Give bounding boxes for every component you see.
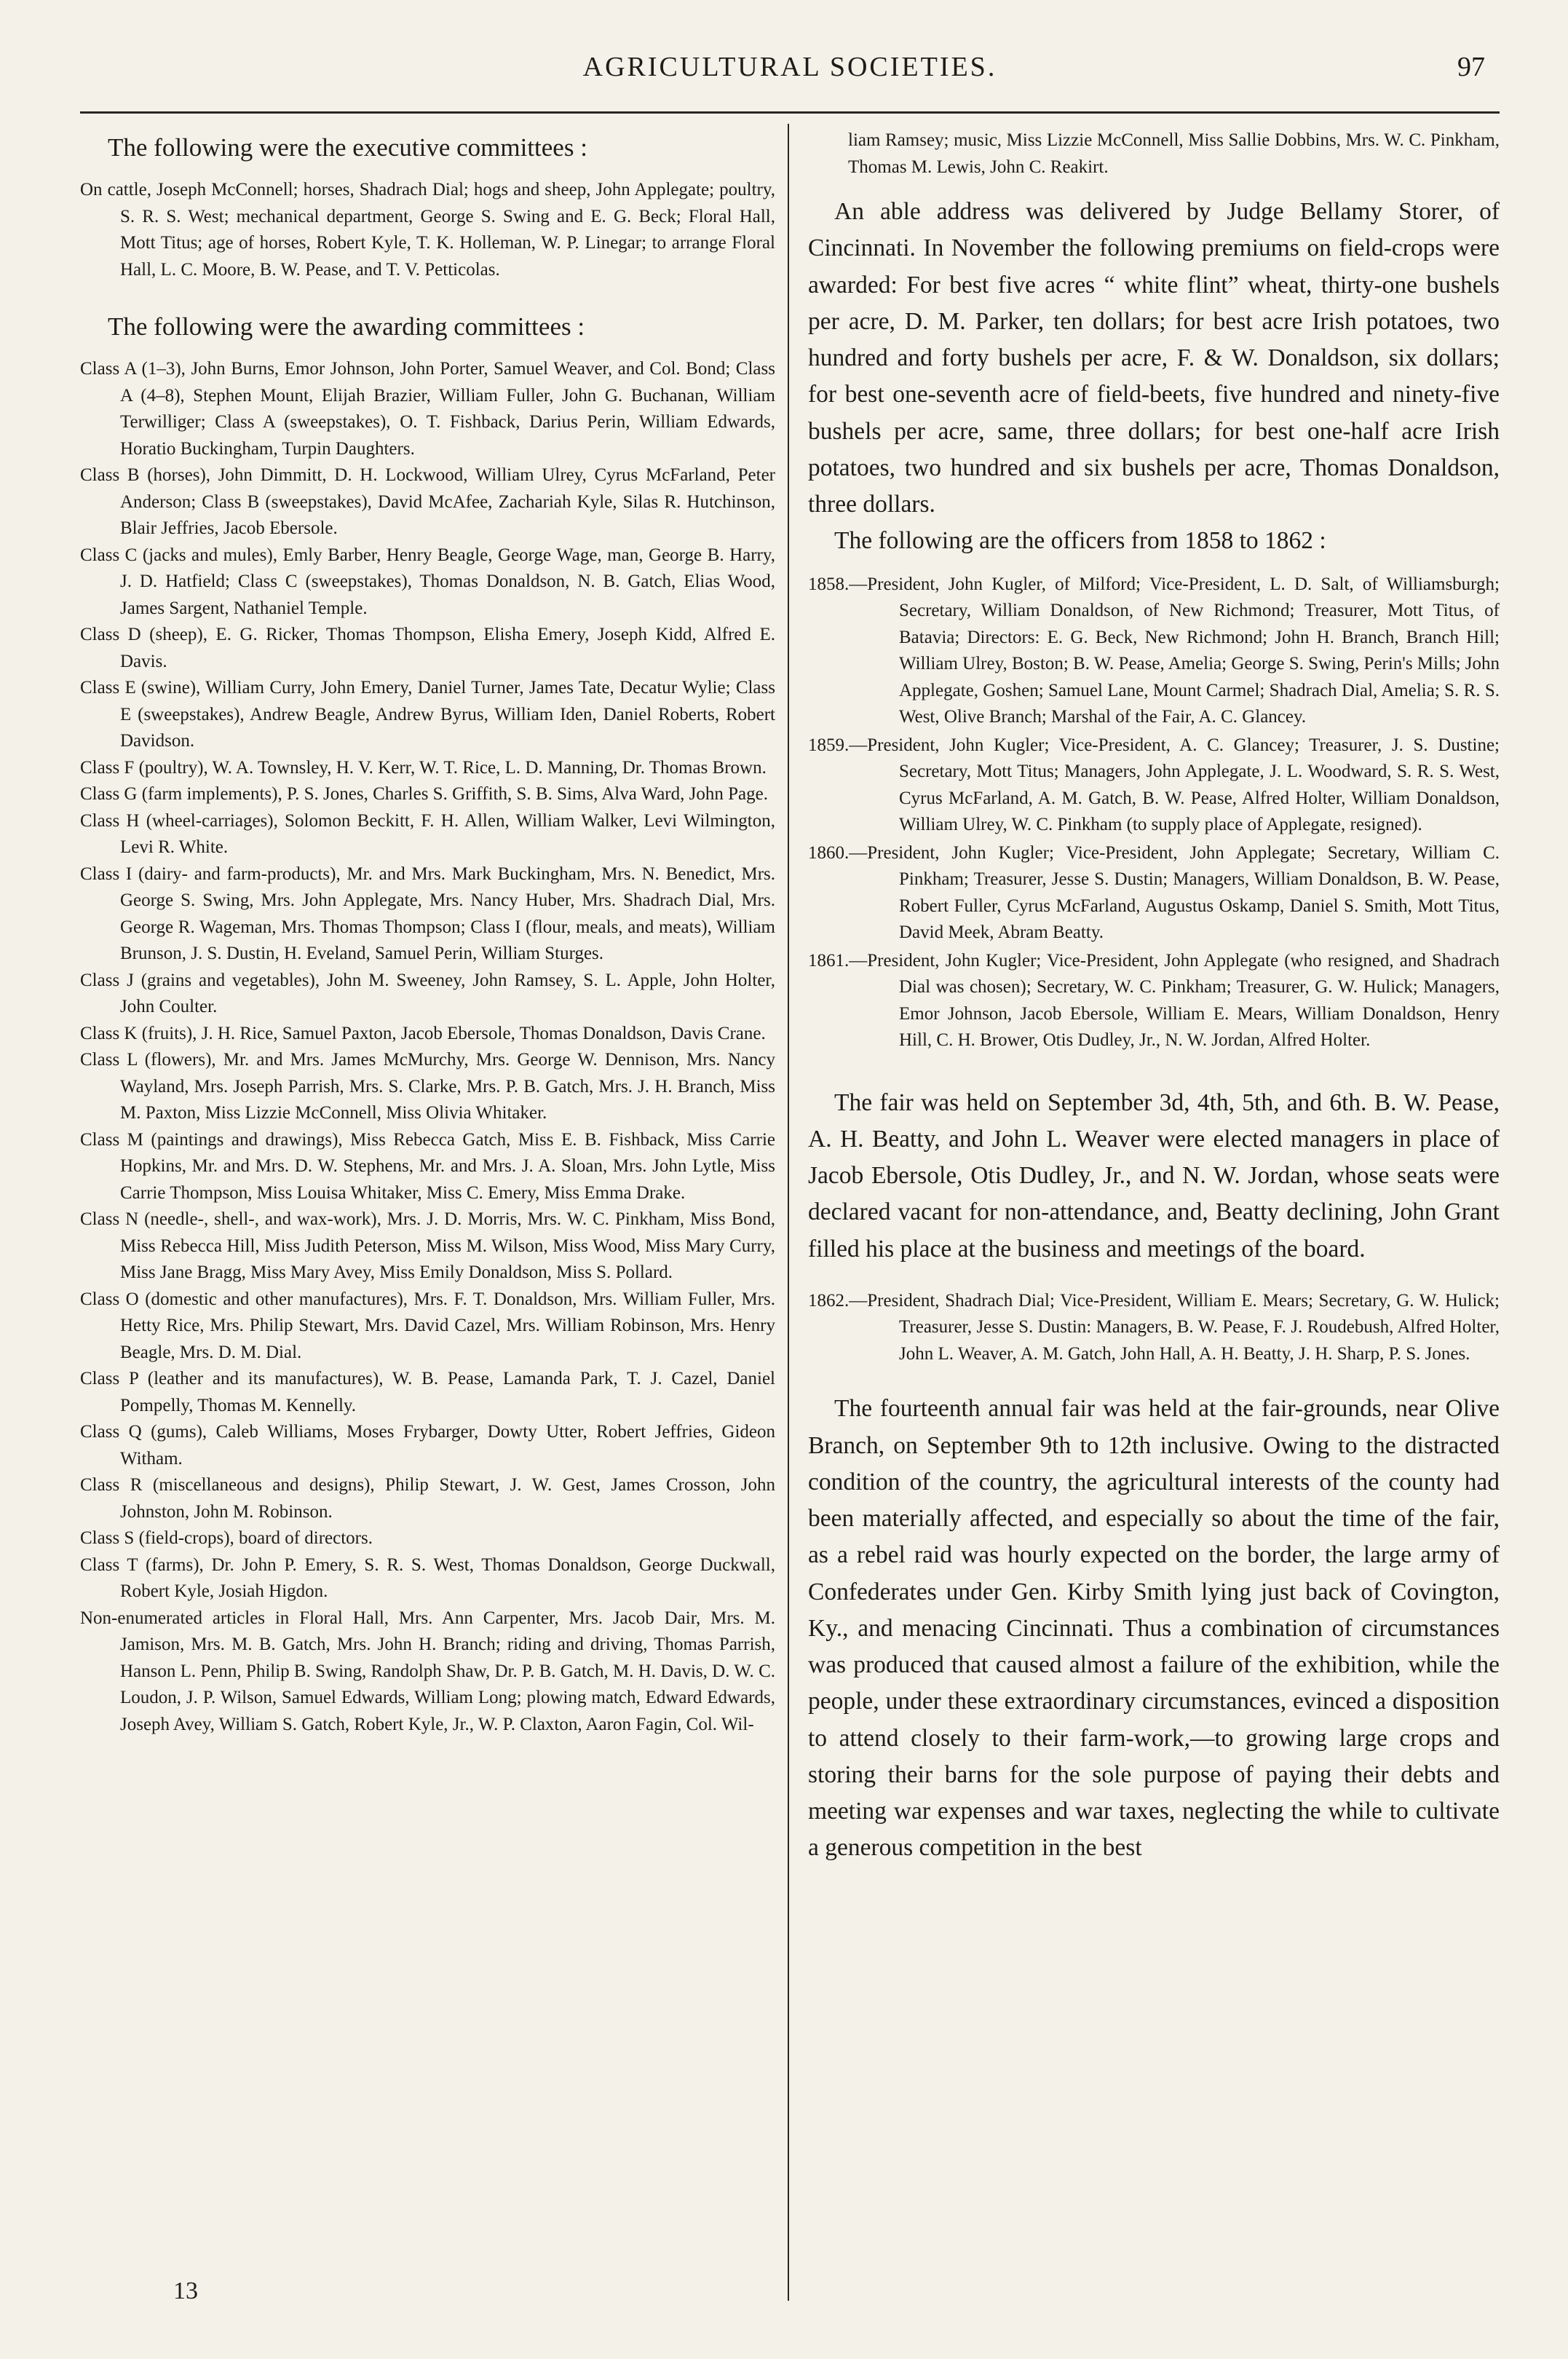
fourteenth-fair-paragraph: The fourteenth annual fair was held at the fair-grounds, near Olive Branch, on September 9th to 12th inclusive. Owing to the distracted condition of the country, the agricultural interests of the county had been materially affected, and especially so about the time of the fair, as a rebel raid was hourly expected on the border, the large army of Confederates under Gen. Kirby Smith lying just back of Covington, Ky., and menacing Cincinnati. Thus a combination of circumstances was produced that caused almost a failure of the exhibition, while the people, under these extraordinary circumstances, evinced a disposition to attend closely to their farm-work,—to growing large crops and storing their barns for the sole purpose of paying their debts and meeting war expenses and war taxes, neglecting the while to cultivate a generous competition in the best <box>808 1395 1500 1862</box>
class-entry: Class K (fruits), J. H. Rice, Samuel Paxton, Jacob Ebersole, Thomas Donaldson, Davis Crane. <box>80 1023 766 1043</box>
awarding-committees-heading: The following were the awarding committees : <box>108 312 585 341</box>
officers-intro: The following are the officers from 1858 to 1862 : <box>834 527 1326 555</box>
officers-entry: 1862.—President, Shadrach Dial; Vice-President, William E. Mears; Secretary, G. W. Hulick; Treasurer, Jesse S. Dustin: Managers, B. W. Pease, F. J. Roudebush, Alfred Holter, John L. Weaver, A. M. Gatch, John Hall, A. H. Beatty, J. H. Sharp, P. S. Jones. <box>808 1290 1500 1364</box>
class-entry: Class F (poultry), W. A. Townsley, H. V. Kerr, W. T. Rice, L. D. Manning, Dr. Thomas Brown. <box>80 757 767 778</box>
header-rule <box>80 111 1500 114</box>
class-entry: Class G (farm implements), P. S. Jones, Charles S. Griffith, S. B. Sims, Alva Ward, John Page. <box>80 784 768 804</box>
continuation-text: liam Ramsey; music, Miss Lizzie McConnell, Miss Sallie Dobbins, Mrs. W. C. Pinkham, Thomas M. Lewis, John C. Reakirt. <box>848 130 1500 177</box>
class-entry: Class A (1–3), John Burns, Emor Johnson, John Porter, Samuel Weaver, and Col. Bond; Class A (4–8), Stephen Mount, Elijah Brazier, William Fuller, John G. Buchanan, William Terwilliger; Class A (sweepstakes), O. T. Fishback, Darius Perin, William Edwards, Horatio Buckingham, Turpin Daughters. <box>80 359 775 459</box>
left-column <box>80 127 775 1754</box>
class-entry: Class T (farms), Dr. John P. Emery, S. R. S. West, Thomas Donaldson, George Duckwall, Robert Kyle, Josiah Higdon. <box>80 1554 775 1601</box>
address-paragraph: An able address was delivered by Judge Bellamy Storer, of Cincinnati. In November the following premiums on field-crops were awarded: For best five acres “ white flint” wheat, thirty-one bushels per acre, D. M. Parker, ten dollars; for best acre Irish potatoes, two hundred and forty bushels per acre, F. & W. Donaldson, six dollars; for best one-seventh acre of field-beets, five hundred and ninety-five bushels per acre, same, three dollars; for best one-half acre Irish potatoes, two hundred and six bushels per acre, Thomas Donaldson, three dollars. <box>808 198 1500 518</box>
class-entry: Class M (paintings and drawings), Miss Rebecca Gatch, Miss E. B. Fishback, Miss Carrie Hopkins, Mr. and Mrs. D. W. Stephens, Mr. and Mrs. J. A. Sloan, Mrs. John Lytle, Miss Carrie Thompson, Miss Louisa Whitaker, Miss C. Emery, Miss Emma Drake. <box>80 1129 775 1203</box>
officers-list <box>808 572 1500 1054</box>
class-entry: Class D (sheep), E. G. Ricker, Thomas Thompson, Elisha Emery, Joseph Kidd, Alfred E. Davis. <box>80 625 775 671</box>
class-entry: Class S (field-crops), board of directors. <box>80 1528 373 1548</box>
class-entry: Class P (leather and its manufactures), W. B. Pease, Lamanda Park, T. J. Cazel, Daniel Pompelly, Thomas M. Kennelly. <box>80 1369 775 1415</box>
officers-entry: 1859.—President, John Kugler; Vice-President, A. C. Glancey; Treasurer, J. S. Dustine; Secretary, Mott Titus; Managers, John Applegate, J. L. Woodward, S. R. S. West, Cyrus McFarland, A. M. Gatch, B. W. Pease, Alfred Holter, William Donaldson, William Ulrey, W. C. Pinkham (to supply place of Applegate, resigned). <box>808 735 1500 834</box>
executive-committees-text: On cattle, Joseph McConnell; horses, Shadrach Dial; hogs and sheep, John Applegate; poultry, S. R. S. West; mechanical department, George S. Swing and E. G. Beck; Floral Hall, Mott Titus; age of horses, Robert Kyle, T. K. Holleman, W. P. Linegar; to arrange Floral Hall, L. C. Moore, B. W. Pease, and T. V. Petticolas. <box>80 180 775 280</box>
page-number: 97 <box>1457 52 1485 82</box>
class-entry: Class B (horses), John Dimmitt, D. H. Lockwood, William Ulrey, Cyrus McFarland, Peter Anderson; Class B (sweepstakes), David McAfee, Zachariah Kyle, Silas R. Hutchinson, Blair Jeffries, Jacob Ebersole. <box>80 465 775 538</box>
class-entry: Non-enumerated articles in Floral Hall, Mrs. Ann Carpenter, Mrs. Jacob Dair, Mrs. M. Jamison, Mrs. M. B. Gatch, Mrs. John H. Branch; riding and driving, Thomas Parrish, Hanson L. Penn, Philip B. Swing, Randolph Shaw, Dr. P. B. Gatch, M. H. Davis, D. W. C. Loudon, J. P. Wilson, Samuel Edwards, William Long; plowing match, Edward Edwards, Joseph Avey, William S. Gatch, Robert Kyle, Jr., W. P. Claxton, Aaron Fagin, Col. Wil- <box>80 1608 775 1734</box>
class-entry: Class I (dairy- and farm-products), Mr. and Mrs. Mark Buckingham, Mrs. N. Benedict, Mrs. George S. Swing, Mrs. John Applegate, Mrs. Nancy Huber, Mrs. Shadrach Dial, Mrs. George R. Wageman, Mrs. Thomas Thompson; Class I (flour, meals, and meats), William Brunson, J. S. Dustin, H. Eveland, Samuel Perin, William Sturges. <box>80 864 775 963</box>
class-entry: Class N (needle-, shell-, and wax-work), Mrs. J. D. Morris, Mrs. W. C. Pinkham, Miss Bond, Miss Rebecca Hill, Miss Judith Peterson, Miss M. Wilson, Miss Wood, Miss Mary Curry, Miss Jane Bragg, Miss Mary Avey, Miss Emily Donaldson, Miss S. Pollard. <box>80 1209 775 1282</box>
class-entry: Class C (jacks and mules), Emly Barber, Henry Beagle, George Wage, man, George B. Harry, J. D. Hatfield; Class C (sweepstakes), Thomas Donaldson, N. B. Gatch, Elias Wood, James Sargent, Nathaniel Temple. <box>80 545 775 618</box>
fair-paragraph: The fair was held on September 3d, 4th, 5th, and 6th. B. W. Pease, A. H. Beatty, and John L. Weaver were elected managers in place of Jacob Ebersole, Otis Dudley, Jr., and N. W. Jordan, whose seats were declared vacant for non-attendance, and, Beatty declining, John Grant filled his place at the business and meetings of the board. <box>808 1088 1500 1263</box>
executive-committees-heading: The following were the executive committees : <box>108 133 587 162</box>
officers-entry: 1858.—President, John Kugler, of Milford; Vice-President, L. D. Salt, of Williamsburgh; Secretary, William Donaldson, of New Richmond; Treasurer, Mott Titus, of Batavia; Directors: E. G. Beck, New Richmond; John H. Branch, Branch Hill; William Ulrey, Boston; B. W. Pease, Amelia; George S. Swing, Perin's Mills; John Applegate, Goshen; Samuel Lane, Mount Carmel; Shadrach Dial, Amelia; S. R. S. West, Olive Branch; Marshal of the Fair, A. C. Glancey. <box>808 574 1500 727</box>
class-entry: Class O (domestic and other manufactures), Mrs. F. T. Donaldson, Mrs. William Fuller, Mrs. Hetty Rice, Mrs. Philip Stewart, Mrs. David Cazel, Mrs. William Robinson, Mrs. Henry Beagle, Mrs. D. M. Dial. <box>80 1289 775 1362</box>
signature-mark: 13 <box>173 2277 198 2304</box>
class-entry: Class J (grains and vegetables), John M. Sweeney, John Ramsey, S. L. Apple, John Holter, John Coulter. <box>80 970 775 1016</box>
class-entry: Class H (wheel-carriages), Solomon Beckitt, F. H. Allen, William Walker, Levi Wilmington, Levi R. White. <box>80 810 775 857</box>
class-entry: Class L (flowers), Mr. and Mrs. James McMurchy, Mrs. George W. Dennison, Mrs. Nancy Wayland, Mrs. Joseph Parrish, Mrs. S. Clarke, Mrs. P. B. Gatch, Mrs. J. H. Branch, Miss M. Paxton, Miss Lizzie McConnell, Miss Olivia Whitaker. <box>80 1050 775 1123</box>
page-header <box>80 45 1500 89</box>
column-divider <box>788 124 789 2301</box>
awarding-committees-list <box>80 356 775 1738</box>
officers-entry: 1860.—President, John Kugler; Vice-President, John Applegate; Secretary, William C. Pinkham; Treasurer, Jesse S. Dustin; Managers, William Donaldson, B. W. Pease, Robert Fuller, Cyrus McFarland, Augustus Oskamp, Daniel S. Smith, Mott Titus, David Meek, Abram Beatty. <box>808 842 1500 942</box>
right-column <box>808 127 1500 1867</box>
officers-entry: 1861.—President, John Kugler; Vice-President, John Applegate (who resigned, and Shadrach Dial was chosen); Secretary, W. C. Pinkham; Treasurer, G. W. Hulick; Managers, Emor Johnson, Jacob Ebersole, William E. Mears, William Donaldson, Henry Hill, C. H. Brower, Otis Dudley, Jr., N. W. Jordan, Alfred Holter. <box>808 950 1500 1050</box>
class-entry: Class R (miscellaneous and designs), Philip Stewart, J. W. Gest, James Crosson, John Johnston, John M. Robinson. <box>80 1475 775 1522</box>
running-head: AGRICULTURAL SOCIETIES. <box>582 52 997 82</box>
officers-1862-list <box>808 1288 1500 1368</box>
class-entry: Class E (swine), William Curry, John Emery, Daniel Turner, James Tate, Decatur Wylie; Class E (sweepstakes), Andrew Beagle, Andrew Byrus, William Iden, Daniel Roberts, Robert Davidson. <box>80 678 775 751</box>
class-entry: Class Q (gums), Caleb Williams, Moses Frybarger, Dowty Utter, Robert Jeffries, Gideon Witham. <box>80 1422 775 1469</box>
